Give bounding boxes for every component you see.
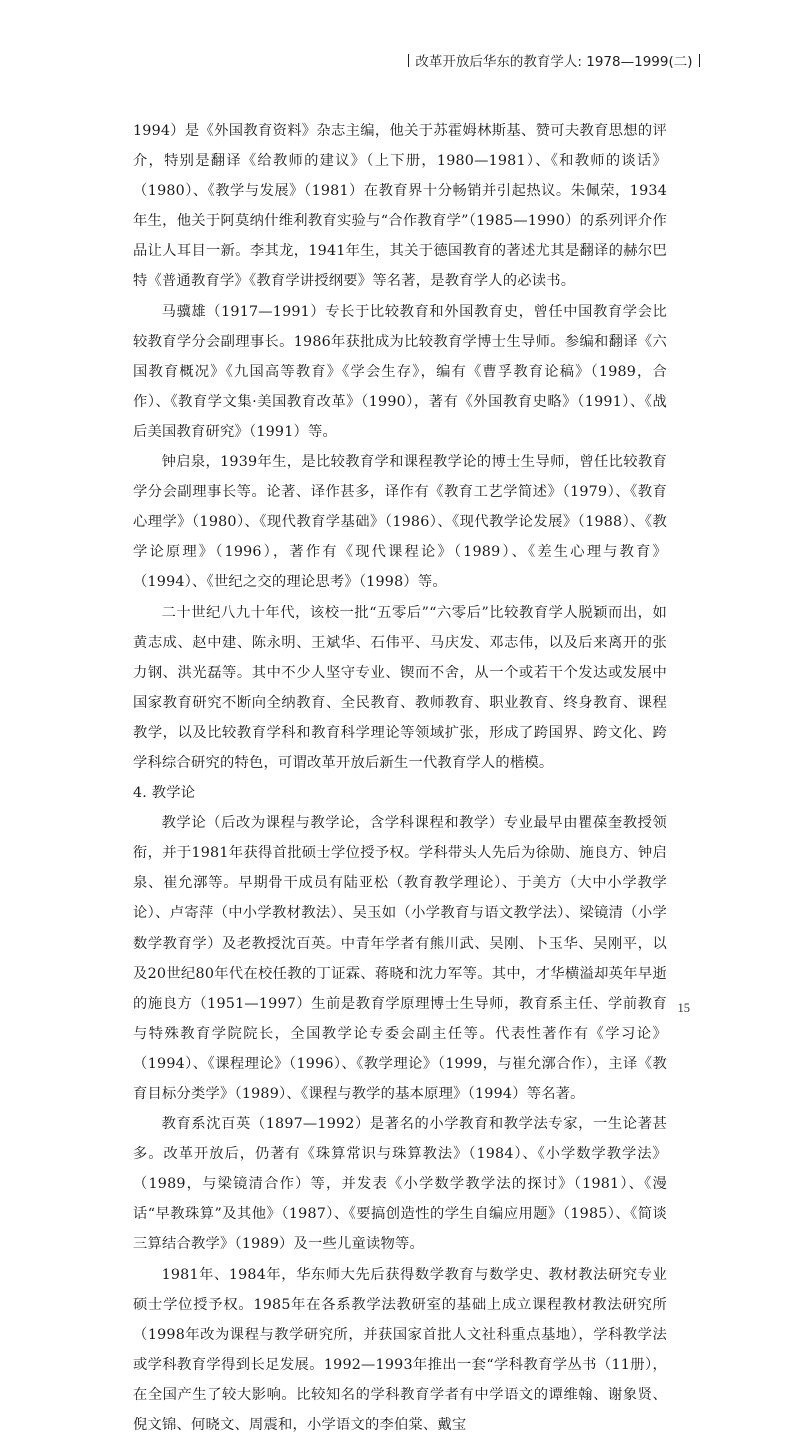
paragraph-5: 教学论（后改为课程与教学论，含学科课程和教学）专业最早由瞿葆奎教授领衔，并于1981年获得首批硕士学位授予权。学科带头人先后为徐勋、施良方、钟启泉、崔允漷等。早期骨干成员有陆亚松（教育教学理论）、于美方（大中小学教学论）、卢寄萍（中小学教材教法）、吴玉如（小学教育与语文教学法）、梁镜清（小学数学教育学）及老教授沈百英。中青年学者有熊川武、吴刚、卜玉华、吴刚平，以及20世纪80年代在校任教的丁证霖、蒋晓和沈力军等。其中，才华横溢却英年早逝的施良方（1951—1997）生前是教育学原理博士生导师，教育系主任、学前教育与特殊教育学院院长，全国教学论专委会副主任等。代表性著作有《学习论》（1994）、《课程理论》（1996）、《教学理论》（1999，与崔允漷合作），主译《教育目标分类学》（1989）、《课程与教学的基本原理》（1994）等名著。 xyxy=(133,815,667,1102)
body-text xyxy=(133,116,667,1440)
section-heading: 4. 教学论 xyxy=(133,785,196,802)
paragraph-7: 1981年、1984年，华东师大先后获得数学教育与数学史、教材教法研究专业硕士学位授予权。1985年在各系教学法教研室的基础上成立课程教材教法研究所（1998年改为课程与教学研究所，并获国家首批人文社科重点基地），学科教学法或学科教育学得到长足发展。1992—1993年推出一套“学科教育学丛书（11册），在全国产生了较大影响。比较知名的学科教育学者有中学语文的谭维翰、谢象贤、倪文锦、何晓文、周震和，小学语文的李伯棠、戴宝 xyxy=(133,1266,667,1434)
paragraph-4: 二十世纪八九十年代，该校一批“五零后”“六零后”比较教育学人脱颖而出，如黄志成、赵中建、陈永明、王斌华、石伟平、马庆发、邓志伟，以及后来离开的张力钢、洪光磊等。其中不少人坚守专业、锲而不舍，从一个或若干个发达或发展中国家教育研究不断向全纳教育、全民教育、教师教育、职业教育、终身教育、课程教学，以及比较教育学科和教育科学理论等领域扩张，形成了跨国界、跨文化、跨学科综合研究的特色，可谓改革开放后新生一代教育学人的楷模。 xyxy=(133,604,667,771)
header-title: 改革开放后华东的教育学人: 1978—1999(二) xyxy=(415,54,693,70)
paragraph-2: 马骥雄（1917—1991）专长于比较教育和外国教育史，曾任中国教育学会比较教育学分会副理事长。1986年获批成为比较教育学博士生导师。参编和翻译《六国教育概况》《九国高等教育》《学会生存》，编有《曹孚教育论稿》（1989，合作）、《教育学文集·美国教育改革》（1990），著有《外国教育史略》（1991）、《战后美国教育研究》（1991）等。 xyxy=(133,303,667,440)
page-number: 15 xyxy=(677,1001,690,1015)
paragraph-3: 钟启泉，1939年生，是比较教育学和课程教学论的博士生导师，曾任比较教育学分会副理事长等。论著、译作甚多，译作有《教育工艺学简述》（1979）、《教育心理学》（1980）、《现代教育学基础》（1986）、《现代教学论发展》（1988）、《教学论原理》（1996），著作有《现代课程论》（1989）、《差生心理与教育》（1994）、《世纪之交的理论思考》（1998）等。 xyxy=(133,454,667,591)
header-right-bar xyxy=(699,54,701,67)
header-left-bar xyxy=(408,54,410,67)
paragraph-1: 1994）是《外国教育资料》杂志主编，他关于苏霍姆林斯基、赞可夫教育思想的评介，特别是翻译《给教师的建议》（上下册，1980—1981）、《和教师的谈话》（1980）、《教学与发展》（1981）在教育界十分畅销并引起热议。朱佩荣，1934年生，他关于阿莫纳什维利教育实验与“合作教育学”（1985—1990）的系列评介作品让人耳目一新。李其龙，1941年生，其关于德国教育的著述尤其是翻译的赫尔巴特《普通教育学》《教育学讲授纲要》等名著，是教育学人的必读书。 xyxy=(133,123,667,290)
running-header xyxy=(402,50,706,70)
paragraph-6: 教育系沈百英（1897—1992）是著名的小学教育和教学法专家，一生论著甚多。改革开放后，仍著有《珠算常识与珠算教法》（1984）、《小学数学教学法》（1989，与梁镜清合作）等，并发表《小学数学教学法的探讨》（1981）、《漫话“早教珠算”及其他》（1987）、《要搞创造性的学生自编应用题》（1985）、《简谈三算结合教学》（1989）及一些儿童读物等。 xyxy=(133,1116,667,1253)
